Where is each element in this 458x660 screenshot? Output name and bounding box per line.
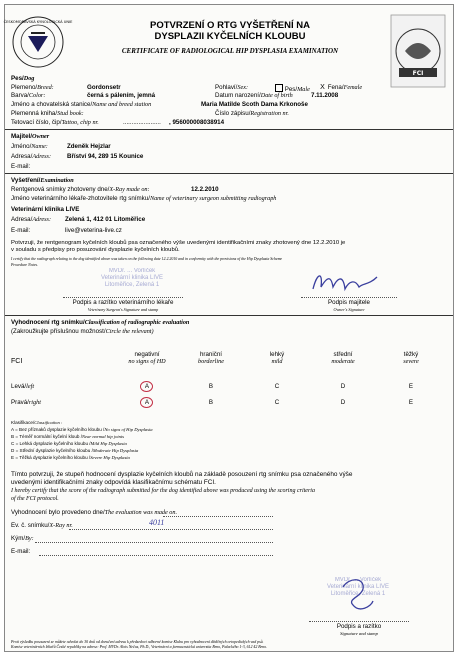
certify-cz-line-1: Tímto potvrzuji, že stupeň hodnocení dysplazie kyčelních kloubů na základě posouzení rtg snímku psa označeného výše (11, 471, 353, 478)
divider-evaluation (5, 315, 453, 316)
selected-grade-circle (140, 397, 153, 408)
grade-cell[interactable]: C (274, 399, 280, 406)
grade-cell[interactable]: B (208, 399, 214, 406)
clinic-name: Veterinární klinika LIVE (11, 206, 80, 213)
clinic-email-label: E-mail: (11, 227, 31, 234)
grade-col-header: lehký mild (269, 351, 285, 365)
vet-name-label: Jméno veterinárního lékaře-zhotovitele rtg snímku/Name of veterinary surgeon submitting radiograph (11, 195, 277, 202)
grade-cell[interactable]: D (340, 399, 346, 406)
owner-name-label: Jméno/Name: (11, 143, 48, 150)
confirm-en-line-2: Procedure Notes. (11, 263, 38, 267)
row-label-left: Levá/left (11, 383, 35, 390)
classification-key-item: B = Téměř normální kyčelní kloub /Near normal hip joints (11, 434, 125, 439)
owner-address-value: Bříství 94, 289 15 Kounice (67, 153, 144, 160)
xray-number-line (69, 529, 273, 530)
evaluation-instruction: (Zakroužkujte příslušnou možnost/Circle the relevant) (11, 328, 154, 335)
grade-cell[interactable]: A (144, 383, 150, 390)
registration-label: Číslo zápisu/Registration nr. (215, 110, 289, 117)
owner-address-label: Adresa/Adress: (11, 153, 52, 160)
evaluated-by-label: Kým/By: (11, 535, 34, 542)
tattoo-dots: ...................... (123, 119, 161, 126)
evaluator-signature-label-en: Signature and stamp (340, 631, 378, 636)
classification-key-heading: Klasifikace/Classification : (11, 420, 63, 425)
classification-key-item: E = Těžká dysplazie kyčelního kloubu /Severe Hip Dysplasia (11, 455, 130, 460)
xray-date-label: Rentgenová snímky zhotoveny dne/X-Ray made on: (11, 186, 150, 193)
grade-cell[interactable]: C (274, 383, 280, 390)
evaluated-on-label: Vyhodnocení bylo provedeno dne/The evaluation was made on. (11, 509, 178, 516)
dog-name-value: Maria Matilde Scoth Dama Krkonoše (201, 101, 308, 108)
grade-cell[interactable]: E (408, 383, 414, 390)
certify-cz-line-2: uvedenými identifikačními znaky odpovídá klasifikačnímu schématu FCI. (11, 479, 216, 486)
vet-signature-line (63, 297, 183, 298)
dob-value: 7.11.2008 (311, 92, 339, 99)
vet-signature-label-en: Veterinary Surgeon's Signature and stamp (87, 307, 159, 312)
fci-logo-text: FCI (412, 70, 424, 77)
vet-stamp: MVDr. ... Vorlíček Veterinární klinika LIVE Litoměřice, Zelená 1 (100, 268, 164, 288)
breed-value: Gordonsetr (87, 84, 121, 91)
color-label: Barva/Color: (11, 92, 46, 99)
studbook-label: Plemenná kniha/Stud book: (11, 110, 84, 117)
evaluated-by-line (35, 542, 273, 543)
title-english: CERTIFICATE OF RADIOLOGICAL HIP DYSPLASIA EXAMINATION (121, 47, 339, 55)
grade-cell[interactable]: A (144, 399, 150, 406)
certify-en-line-1: I hereby certify that the score of the radiograph submitted for the dog identified above was produced using the scoring criteria (11, 488, 315, 494)
xray-number-value: 4011 (149, 518, 165, 527)
grade-cell[interactable]: D (340, 383, 346, 390)
classification-key-item: D = Střední dysplazie kyčelního kloubu /Moderate Hip Dysplasia (11, 448, 139, 453)
grade-col-header: těžký severe (403, 351, 419, 365)
owner-signature-label: Podpis majitele (328, 299, 370, 306)
certificate-page (4, 4, 454, 652)
cmku-logo-text: ČESKOMORAVSKÁ KYNOLOGICKÁ UNIE (3, 20, 73, 24)
owner-name-value: Zdeněk Hejzlar (67, 143, 111, 150)
selected-grade-circle (140, 381, 153, 392)
divider-owner (5, 129, 453, 130)
clinic-address-value: Zelená 1, 412 01 Litoměřice (65, 216, 146, 223)
clinic-email-value: live@veterina-live.cz (65, 227, 122, 234)
title-line-1: POTVRZENÍ O RTG VYŠETŘENÍ NA (150, 20, 310, 31)
dog-heading: Pes/Dog (11, 75, 35, 82)
fci-label: FCI (11, 358, 23, 365)
owner-signature-line (301, 297, 397, 298)
divider-exam (5, 173, 453, 174)
sex-female-checkmark: X (320, 84, 325, 91)
chip-value: , 956000008038914 (169, 119, 225, 126)
tattoo-label: Tetovací číslo, čip/Tattoo, chip nr. (11, 119, 99, 126)
footer-line-2: Komise veterinárních lékařů České republiky na adrese: Prof. MVDr. Alois Nečas, Ph.D., Veterinární a farmaceutická univerzita Brno, Palackého 1-3, 612 42 Brno. (11, 645, 268, 649)
row-label-right: Pravá/right (11, 399, 41, 406)
evaluated-on-line (163, 516, 273, 517)
footer-line-1: Proti výsledku posouzení se můžete odvolat do 30 dnů od doručení adresu k předsedovi odborné komise Klubu pro vyhodnocení dědičných ortopedických vad psů. (11, 640, 264, 644)
sex-label: Pohlaví/Sex: (215, 84, 249, 91)
title-line-2: DYSPLAZII KYČELNÍCH KLOUBU (154, 31, 306, 42)
evaluator-email-label: E-mail: (11, 548, 31, 555)
classification-key-item: C = Lehká dysplazie kyčelního kloubu /Mild Hip Dysplasia (11, 441, 127, 446)
evaluator-email-line (39, 555, 273, 556)
evaluator-signature-label: Podpis a razítko (336, 623, 382, 630)
owner-email-label: E-mail: (11, 163, 31, 170)
evaluation-heading: Vyhodnocení rtg snímku/Classification of radiographic evaluation (11, 319, 190, 326)
evaluator-stamp: MVDr. ... Vorlíček Veterinární klinika LIVE Litoměřice, Zelená 1 (326, 577, 390, 597)
grade-col-header: negativní no signs of HD (128, 351, 166, 365)
clinic-address-label: Adresa/Adress: (11, 216, 52, 223)
vet-signature-label: Podpis a razítko veterinárního lékaře (72, 299, 174, 306)
grade-cell[interactable]: E (408, 399, 414, 406)
certify-en-line-2: of the FCI protocol. (11, 496, 59, 502)
sex-male-option: Pes/Male (275, 84, 310, 93)
owner-heading: Majitel/Owner (11, 133, 50, 140)
confirm-cz-line-1: Potvrzuji, že rentgenogram kyčelních kloubů psa označeného výše uvedenými identifikačními znaky zhotovený dne 12.2.2010 je (11, 240, 346, 246)
confirm-cz-line-2: v souladu s předpisy pro posuzování dysplazie kyčelních kloubů. (11, 247, 180, 253)
confirm-en-line-1: I certify that the radiograph relating to the dog identified above was taken on the following date 12.2.2010 and in conformity with the provisions of the Hip Dysplasia Scheme (11, 257, 283, 261)
evaluator-signature (335, 573, 379, 619)
grade-col-header: hraniční borderline (198, 351, 224, 365)
sex-female-option: X Fena/Female (320, 84, 363, 91)
dob-label: Datum narození/Date of birth (215, 92, 293, 99)
grade-col-header: střední moderate (331, 351, 355, 365)
evaluator-signature-line (309, 621, 409, 622)
xray-number-label: Ev. č. snímku/X-Ray nr. (11, 522, 73, 529)
classification-key-item: A = Bez příznaků dysplazie kyčelního kloubu /No signs of Hip Dysplasia (11, 427, 153, 432)
owner-signature (309, 267, 381, 297)
color-value: černá s pálením, jemná (87, 92, 156, 99)
owner-signature-label-en: Owner's Signature (333, 307, 365, 312)
dog-name-label: Jméno a chovatelská stanice/Name and breed station (11, 101, 152, 108)
exam-heading: Vyšetření/Examination (11, 177, 74, 184)
grade-cell[interactable]: B (208, 383, 214, 390)
breed-label: Plemeno/Breed: (11, 84, 54, 91)
xray-date-value: 12.2.2010 (191, 186, 219, 193)
